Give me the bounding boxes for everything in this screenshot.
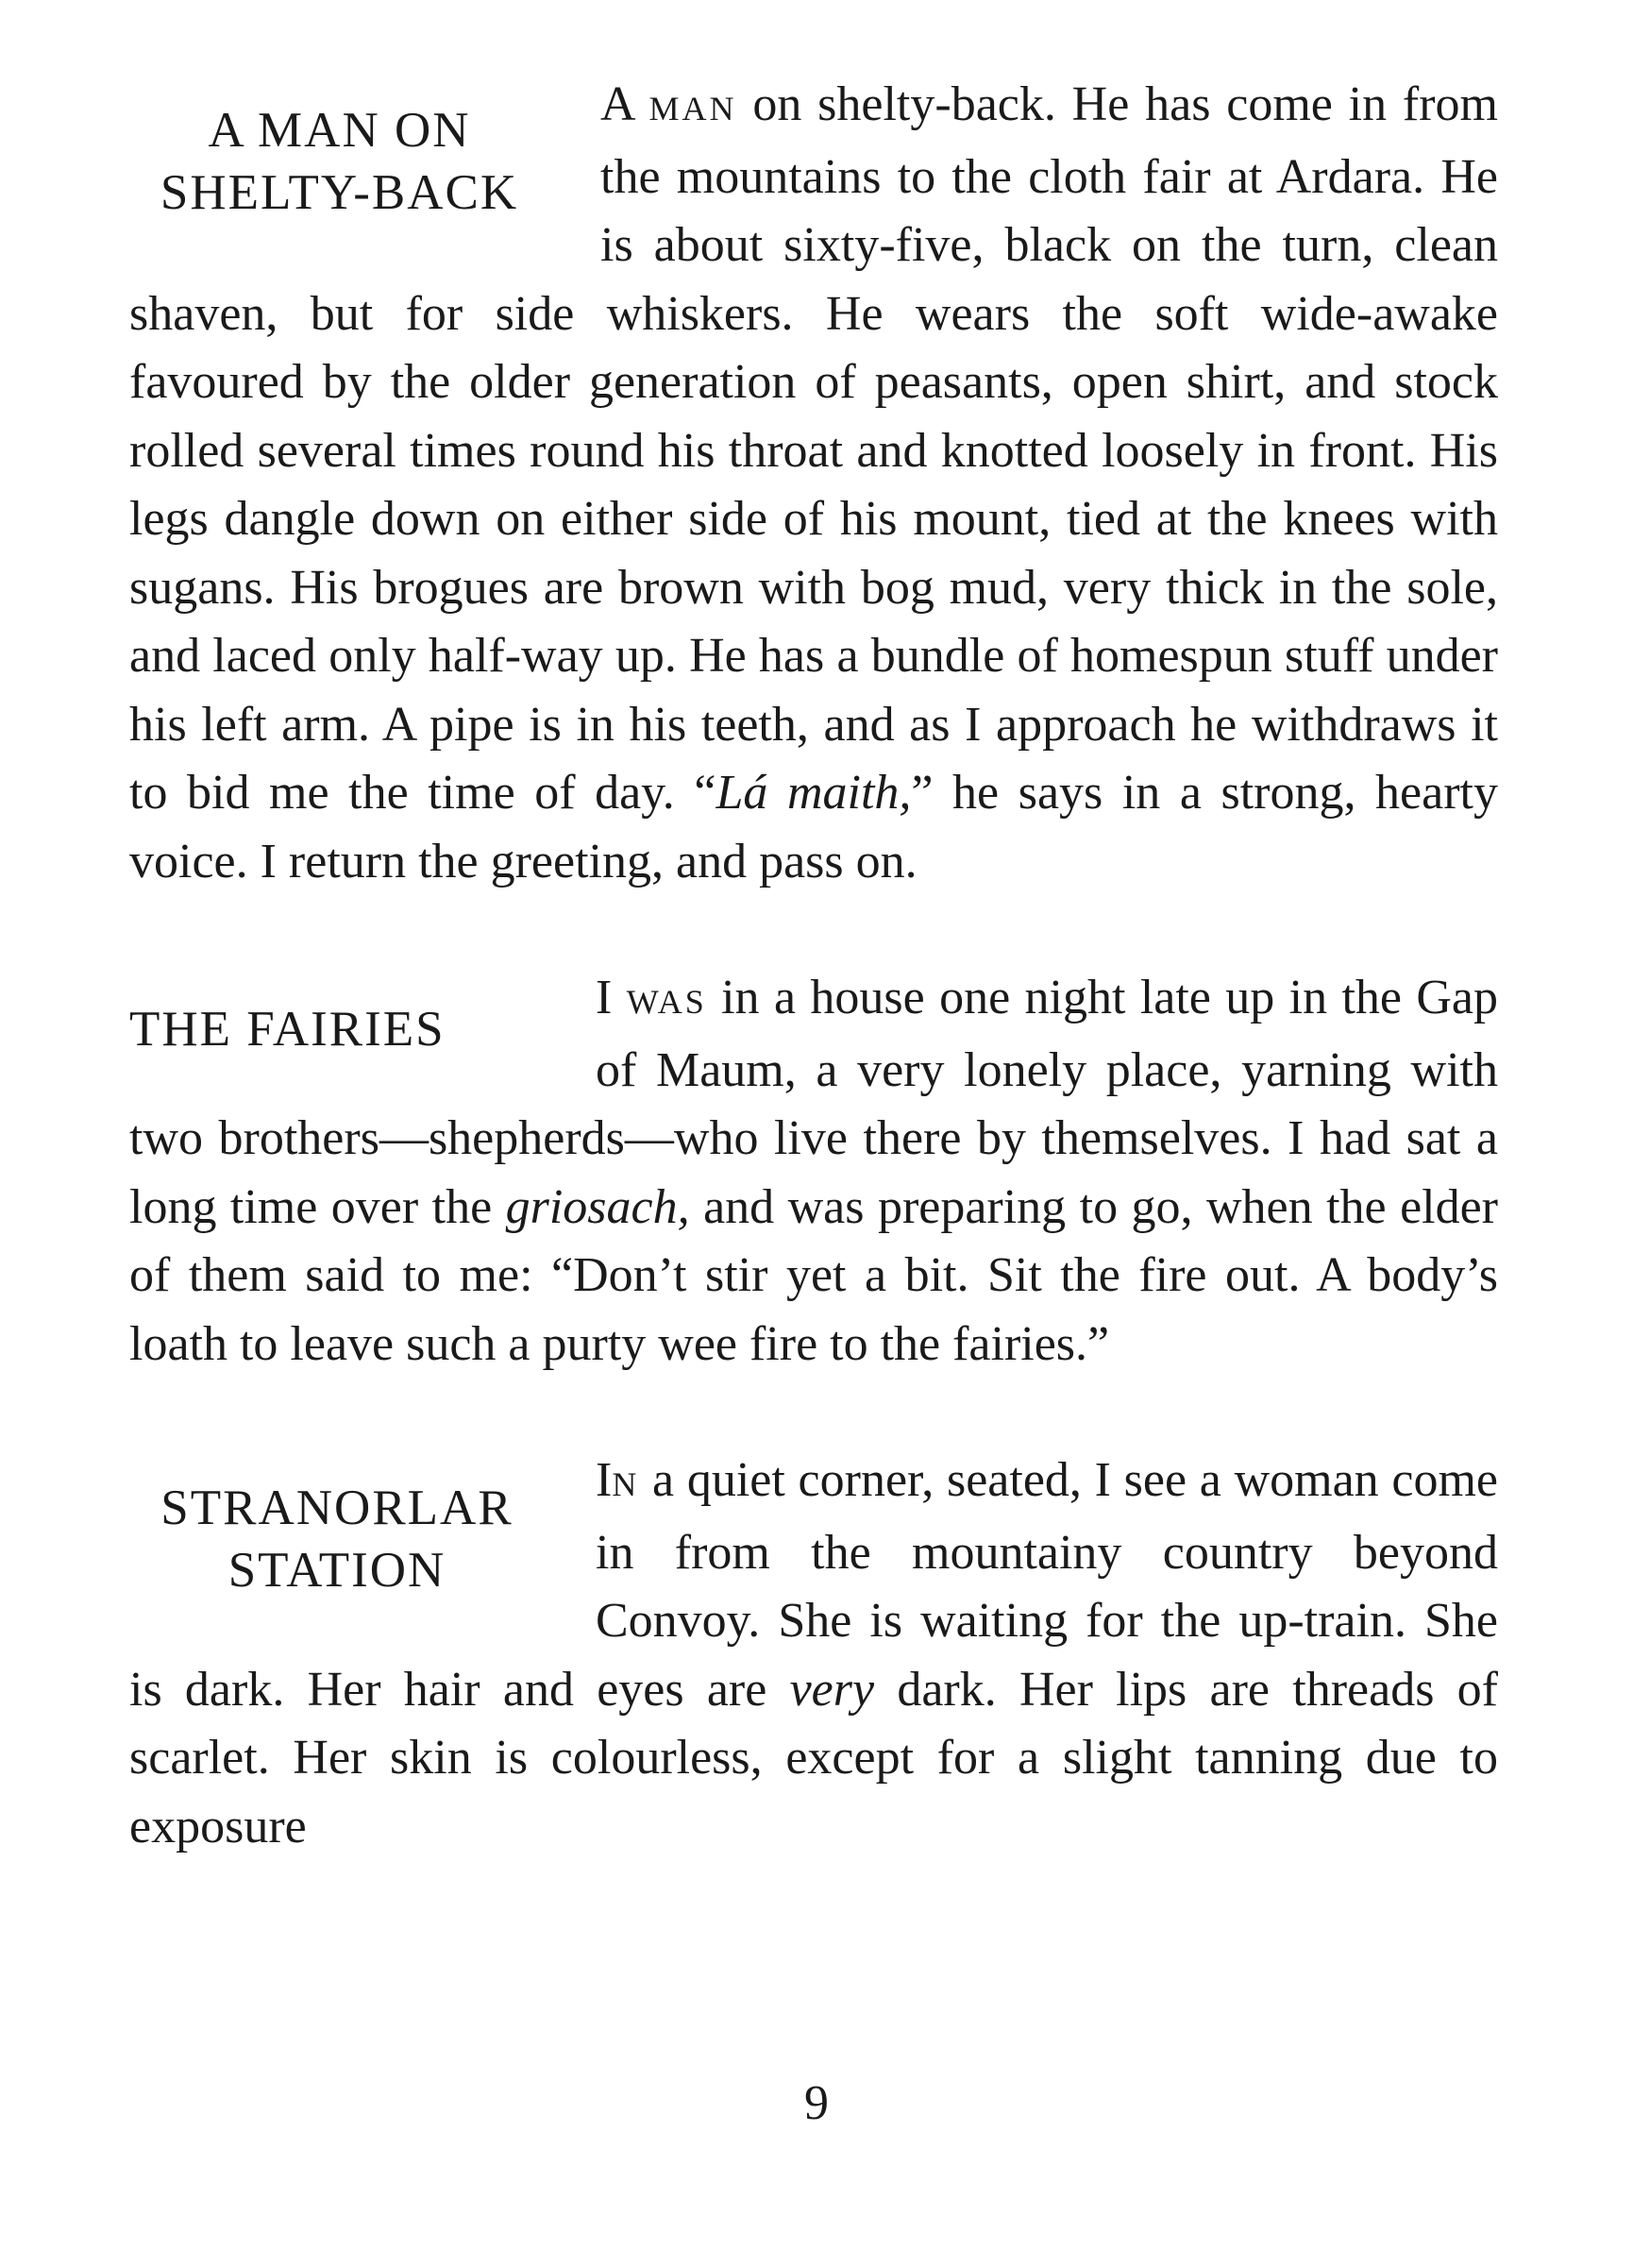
page-body — [129, 71, 1498, 1861]
lead-initial: I — [596, 971, 613, 1024]
body-text: on shelty-back. He has come in from the mountains to the cloth fair at Ardara. He is about sixty-five, black on the turn, clean shaven, but for side whiskers. He wears the soft wide-awake favoured by the older generation of peasants, open shirt, and stock rolled several times round his throat and knotted loosely in front. His legs dangle down on either side of his mount, tied at the knees with sugans. His brogues are brown with bog mud, very thick in the sole, and laced only half-way up. He has a bundle of homespun stuff under his left arm. A pipe is in his teeth, and as I approach he withdraws it to bid me the time of day. “ — [129, 77, 1499, 820]
side-heading — [129, 99, 549, 224]
side-heading — [129, 998, 545, 1060]
body-text: ” he says in a strong, hearty voice. I return the greeting, and pass on. — [129, 766, 1498, 889]
side-heading-line: SHELTY-BACK — [160, 165, 519, 220]
lead-smallcaps: MAN — [648, 90, 737, 127]
side-heading-line: THE FAIRIES — [129, 1002, 446, 1057]
body-text: a quiet corner, seated, I see a woman come in from the mountainy country beyond Convoy. She is waiting for the up-train. She is dark. Her hair and eyes are — [129, 1453, 1498, 1717]
body-text: dark. Her lips are threads of scarlet. Her skin is colourless, except for a slight tanning due to exposure — [129, 1662, 1498, 1853]
page-number: 9 — [804, 2076, 829, 2130]
italic-phrase: very — [789, 1662, 875, 1717]
side-heading-line: A MAN ON — [208, 103, 471, 158]
section-the-fairies — [129, 964, 1498, 1379]
lead-initial: A — [600, 77, 633, 131]
lead-initial: I — [596, 1453, 613, 1507]
body-text: and was preparing to go, when the elder of them said to me: “Don’t stir yet a bit. Sit the fire out. A body’s loath to leave such a purty wee fire to the fairies.” — [129, 1179, 1498, 1371]
section-stranorlar-station — [129, 1447, 1498, 1861]
side-heading-line: STRANORLAR — [160, 1481, 513, 1535]
body-text: in a house one night late up in the Gap of Maum, a very lonely place, yarning with two brothers—shepherds—who live there by themselves. I had sat a long time over the — [129, 971, 1499, 1234]
italic-phrase: Lá maith, — [715, 766, 912, 820]
side-heading-line: STATION — [227, 1543, 446, 1598]
lead-smallcaps: N — [612, 1465, 640, 1503]
lead-smallcaps: WAS — [626, 983, 707, 1021]
section-man-on-shelty-back — [129, 71, 1498, 896]
italic-phrase: griosach, — [505, 1179, 690, 1234]
side-heading — [129, 1477, 545, 1601]
